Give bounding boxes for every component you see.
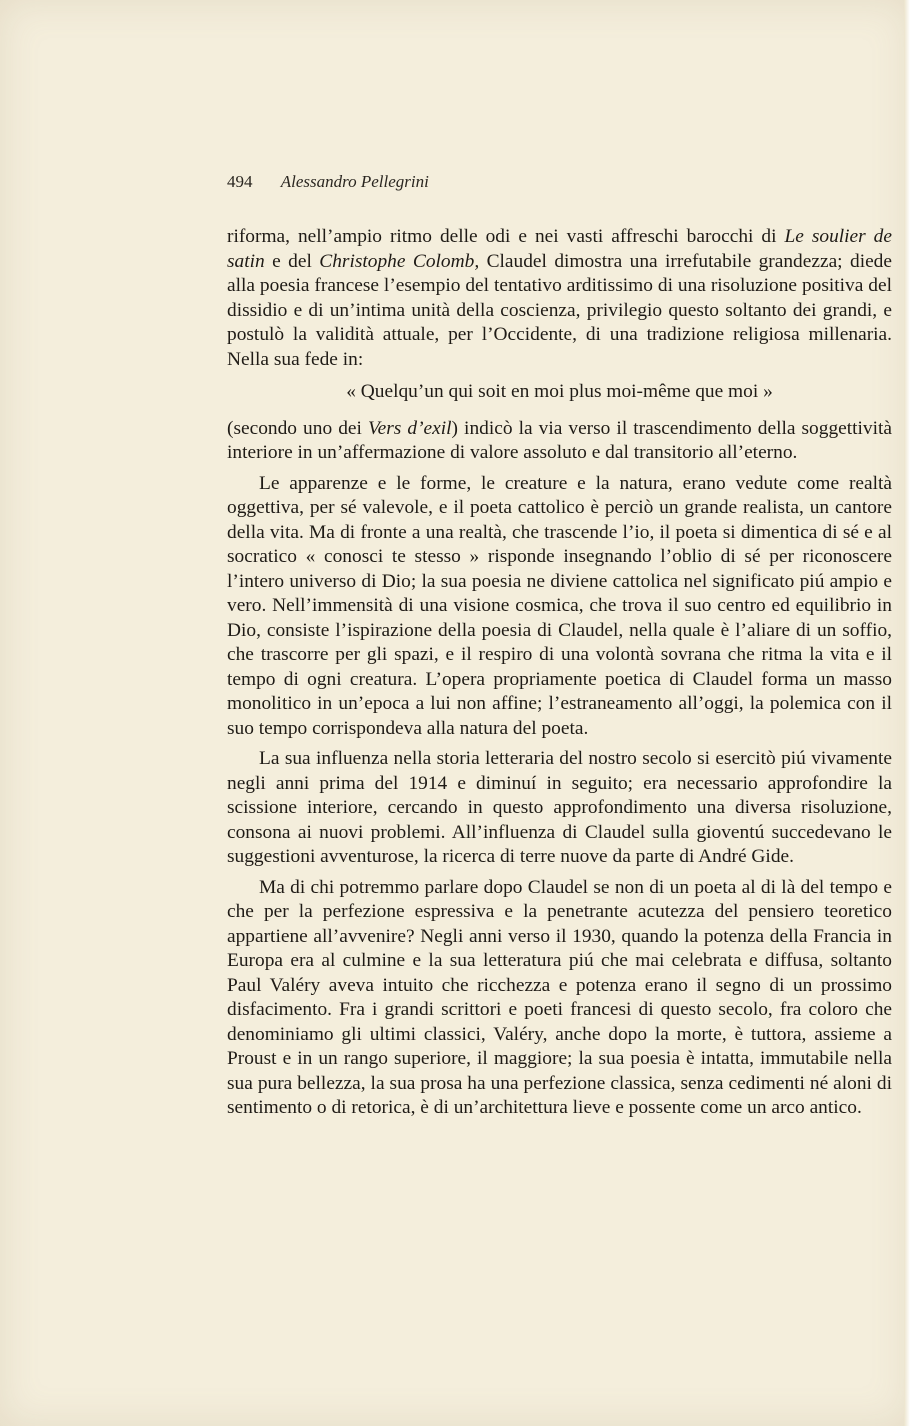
paragraph-3: Le apparenze e le forme, le creature e la natura, erano vedute come realtà oggettiva, per sé valevole, e il poeta cattolico è perciò un grande realista, un cantore della vita. Ma di fronte a una realtà, che trascende l’io, il poeta si dimentica di sé e al socratico « conosci te stesso » risponde insegnando l’oblio di sé per riconoscere l’intero universo di Dio; la sua poesia ne diviene cattolica nel significato piú ampio e vero. Nell’immensità di una visione cosmica, che trova il suo centro ed equilibrio in Dio, consiste l’ispirazione della poesia di Claudel, nella quale è l’aliare di un soffio, che trascorre per gli spazi, e il respiro di una volontà sovrana che ritma la vita e il tempo di ogni creatura. L’opera propriamente poetica di Claudel forma un masso monolitico in un’epoca a lui non affine; l’estraneamento all’oggi, la polemica con il suo tempo corrispondeva alla natura del poeta. [227,472,892,739]
paragraph-1-text-c: Claudel dimostra una irrefutabile grandezza; diede alla poesia francese l’esempio del tentativo arditissimo di una risoluzione positiva del dissidio e di un’intima unità della coscienza, privilegio questo soltanto dei grandi, e postulò la validità attuale, per l’Occidente, di una tradizione religiosa millenaria. Nella sua fede in: [227,250,892,370]
paragraph-1-text-b: e del [264,250,320,272]
work-title-colomb: Christophe Colomb, [319,250,480,272]
paragraph-2 [227,417,892,466]
work-title-soulier: Le soulier de satin [227,226,892,272]
body-text [227,225,892,1121]
page-edge [904,0,910,1426]
running-head [227,172,429,192]
running-head-author: Alessandro Pellegrini [280,172,429,191]
block-quote: « Quelqu’un qui soit en moi plus moi-même que moi » [346,381,773,402]
paragraph-2-text-a: (secondo uno dei [227,417,368,439]
work-title-vers-dexil: Vers d’exil [367,417,452,439]
page-number: 494 [227,172,253,191]
paragraph-2-text-b: ) indicò la via verso il trascendimento della soggettività interiore in un’affermazione di valore assoluto e dal transitorio all’eterno. [227,417,892,463]
paragraph-4: La sua influenza nella storia letteraria del nostro secolo si esercitò piú vivamente negli anni prima del 1914 e diminuí in seguito; era necessario approfondire la scissione interiore, cercando in questo approfondimento una diversa risoluzione, consona ai nuovi problemi. All’influenza di Claudel sulla gioventú succedevano le suggestioni avventurose, la ricerca di terre nuove da parte di André Gide. [227,748,892,867]
paragraph-1-text-a: riforma, nell’ampio ritmo delle odi e nei vasti affreschi barocchi di [227,226,785,247]
paragraph-5: Ma di chi potremmo parlare dopo Claudel se non di un poeta al di là del tempo e che per la perfezione espressiva e la penetrante acutezza del pensiero teoretico appartiene all’avvenire? Negli anni verso il 1930, quando la potenza della Francia in Europa era al culmine e la sua letteratura piú che mai celebrata e diffusa, soltanto Paul Valéry aveva intuito che ricchezza e potenza erano il segno di un prossimo disfacimento. Fra i grandi scrittori e poeti francesi di questo secolo, fra coloro che denominiamo gli ultimi classici, Valéry, anche dopo la morte, è tuttora, assieme a Proust e in un rango superiore, il maggiore; la sua poesia è intatta, immutabile nella sua pura bellezza, la sua prosa ha una perfezione classica, senza cedimenti né aloni di sentimento o di retorica, è di un’architettura lieve e possente come un arco antico. [227,876,892,1118]
paragraph-1 [227,225,892,372]
